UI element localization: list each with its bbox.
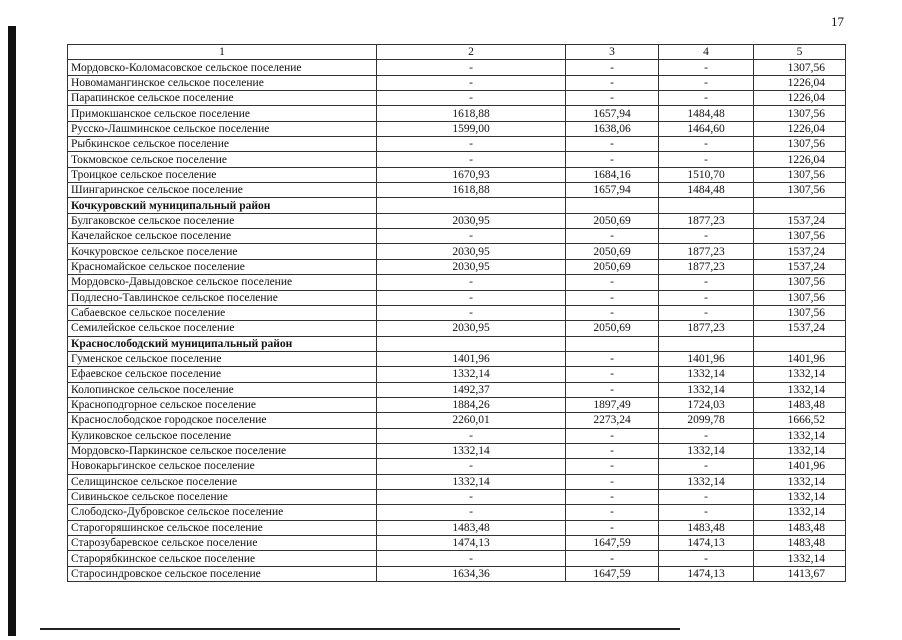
col-3-cell — [566, 198, 659, 213]
settlement-name-cell: Токмовское сельское поселение — [68, 152, 377, 167]
col-4-cell: 2099,78 — [659, 413, 754, 428]
col-2-cell: 2030,95 — [377, 244, 566, 259]
settlement-name-cell: Гуменское сельское поселение — [68, 351, 377, 366]
col-4-cell: - — [659, 137, 754, 152]
settlement-name-cell: Рыбкинское сельское поселение — [68, 137, 377, 152]
table-header-row — [68, 45, 846, 60]
col-3-cell: - — [566, 382, 659, 397]
settlement-name-cell: Куликовское сельское поселение — [68, 428, 377, 443]
col-2-cell: - — [377, 459, 566, 474]
table-row — [68, 428, 846, 443]
col-3-cell: 1647,59 — [566, 536, 659, 551]
table-row — [68, 183, 846, 198]
col-5-cell: 1483,48 — [754, 520, 846, 535]
col-2-cell: - — [377, 75, 566, 90]
col-2-cell: - — [377, 275, 566, 290]
col-2-cell: - — [377, 551, 566, 566]
table-row — [68, 259, 846, 274]
col-3-cell: - — [566, 229, 659, 244]
table-row — [68, 367, 846, 382]
col-3-cell: - — [566, 137, 659, 152]
col-3-cell: - — [566, 351, 659, 366]
col-5-cell: 1332,14 — [754, 505, 846, 520]
table-row — [68, 536, 846, 551]
col-4-cell: 1332,14 — [659, 367, 754, 382]
table-row — [68, 137, 846, 152]
col-5-cell: 1332,14 — [754, 551, 846, 566]
col-3-cell: - — [566, 91, 659, 106]
col-2-cell: - — [377, 428, 566, 443]
settlement-name-cell: Мордовско-Паркинское сельское поселение — [68, 443, 377, 458]
col-5-cell: 1307,56 — [754, 60, 846, 75]
col-3-cell: - — [566, 443, 659, 458]
col-3-cell: - — [566, 305, 659, 320]
col-3-cell: 1657,94 — [566, 106, 659, 121]
col-4-cell: - — [659, 428, 754, 443]
col-5-cell: 1332,14 — [754, 382, 846, 397]
col-5-cell — [754, 198, 846, 213]
col-4-cell: 1464,60 — [659, 121, 754, 136]
settlement-name-cell: Русско-Лашминское сельское поселение — [68, 121, 377, 136]
col-4-cell: 1484,48 — [659, 183, 754, 198]
settlement-name-cell: Краснослободское городское поселение — [68, 413, 377, 428]
col-2-cell: 1401,96 — [377, 351, 566, 366]
table-row — [68, 229, 846, 244]
col-3-cell: - — [566, 290, 659, 305]
col-4-cell: - — [659, 275, 754, 290]
col-2-cell: 1483,48 — [377, 520, 566, 535]
col-4-cell: - — [659, 551, 754, 566]
col-4-cell: 1877,23 — [659, 321, 754, 336]
col-3-cell: - — [566, 489, 659, 504]
col-4-cell: - — [659, 91, 754, 106]
col-2-cell: 1599,00 — [377, 121, 566, 136]
table-row — [68, 60, 846, 75]
col-2-cell: 1634,36 — [377, 566, 566, 581]
scan-edge-bar — [8, 26, 16, 636]
settlement-name-cell: Кочкуровское сельское поселение — [68, 244, 377, 259]
col-3-cell: - — [566, 60, 659, 75]
col-2-cell: - — [377, 290, 566, 305]
table-row — [68, 290, 846, 305]
col-5-cell: 1226,04 — [754, 91, 846, 106]
table-row — [68, 305, 846, 320]
table-row — [68, 213, 846, 228]
col-2-cell: 1332,14 — [377, 443, 566, 458]
col-3-cell: - — [566, 505, 659, 520]
table-row — [68, 152, 846, 167]
col-2-cell: 2030,95 — [377, 321, 566, 336]
table-row — [68, 489, 846, 504]
col-2-cell: 1618,88 — [377, 106, 566, 121]
settlement-name-cell: Сивиньское сельское поселение — [68, 489, 377, 504]
col-5-cell: 1332,14 — [754, 428, 846, 443]
col-5-cell: 1537,24 — [754, 213, 846, 228]
col-4-cell: 1877,23 — [659, 213, 754, 228]
col-4-cell: 1401,96 — [659, 351, 754, 366]
header-col-2: 2 — [377, 45, 566, 60]
col-3-cell: 2050,69 — [566, 259, 659, 274]
col-3-cell: - — [566, 551, 659, 566]
settlement-name-cell: Колопинское сельское поселение — [68, 382, 377, 397]
table-row — [68, 167, 846, 182]
table-row — [68, 91, 846, 106]
col-5-cell: 1226,04 — [754, 152, 846, 167]
settlement-name-cell: Селищинское сельское поселение — [68, 474, 377, 489]
col-3-cell: 1638,06 — [566, 121, 659, 136]
col-2-cell: 1670,93 — [377, 167, 566, 182]
col-4-cell: 1483,48 — [659, 520, 754, 535]
col-3-cell: - — [566, 275, 659, 290]
table-body — [68, 45, 846, 582]
col-5-cell: 1307,56 — [754, 290, 846, 305]
settlement-name-cell: Старосиндровское сельское поселение — [68, 566, 377, 581]
col-2-cell: - — [377, 60, 566, 75]
settlement-name-cell: Старогоряшинское сельское поселение — [68, 520, 377, 535]
col-5-cell: 1307,56 — [754, 106, 846, 121]
settlement-name-cell: Старорябкинское сельское поселение — [68, 551, 377, 566]
col-4-cell: - — [659, 75, 754, 90]
table-row — [68, 397, 846, 412]
table-row — [68, 505, 846, 520]
col-2-cell: - — [377, 91, 566, 106]
col-3-cell: - — [566, 367, 659, 382]
col-4-cell: - — [659, 152, 754, 167]
col-4-cell: 1510,70 — [659, 167, 754, 182]
col-2-cell: 1332,14 — [377, 367, 566, 382]
col-4-cell: 1332,14 — [659, 474, 754, 489]
col-4-cell: 1332,14 — [659, 443, 754, 458]
col-2-cell: 1474,13 — [377, 536, 566, 551]
header-col-5: 5 — [754, 45, 846, 60]
col-2-cell: - — [377, 505, 566, 520]
col-3-cell: 1684,16 — [566, 167, 659, 182]
col-4-cell: - — [659, 60, 754, 75]
col-3-cell: 1897,49 — [566, 397, 659, 412]
bottom-rule — [40, 628, 680, 630]
settlement-name-cell: Примокшанское сельское поселение — [68, 106, 377, 121]
col-4-cell: - — [659, 290, 754, 305]
col-5-cell: 1401,96 — [754, 351, 846, 366]
col-5-cell: 1307,56 — [754, 167, 846, 182]
col-4-cell: - — [659, 459, 754, 474]
col-5-cell: 1307,56 — [754, 275, 846, 290]
col-4-cell: 1484,48 — [659, 106, 754, 121]
col-5-cell — [754, 336, 846, 351]
col-3-cell: - — [566, 152, 659, 167]
col-2-cell: 2030,95 — [377, 259, 566, 274]
col-3-cell: 2050,69 — [566, 244, 659, 259]
table-row — [68, 75, 846, 90]
col-2-cell: - — [377, 152, 566, 167]
col-5-cell: 1332,14 — [754, 443, 846, 458]
settlement-name-cell: Новомамангинское сельское поселение — [68, 75, 377, 90]
table-row — [68, 520, 846, 535]
col-4-cell: 1877,23 — [659, 259, 754, 274]
col-5-cell: 1307,56 — [754, 183, 846, 198]
settlement-name-cell: Сабаевское сельское поселение — [68, 305, 377, 320]
col-5-cell: 1307,56 — [754, 229, 846, 244]
table-row — [68, 413, 846, 428]
table-row — [68, 459, 846, 474]
col-5-cell: 1483,48 — [754, 536, 846, 551]
col-3-cell: - — [566, 459, 659, 474]
col-4-cell — [659, 336, 754, 351]
section-header-row — [68, 198, 846, 213]
col-3-cell: 1647,59 — [566, 566, 659, 581]
col-5-cell: 1226,04 — [754, 75, 846, 90]
col-4-cell: 1474,13 — [659, 566, 754, 581]
settlement-name-cell: Троицкое сельское поселение — [68, 167, 377, 182]
col-2-cell: 2260,01 — [377, 413, 566, 428]
settlement-name-cell: Мордовско-Коломасовское сельское поселение — [68, 60, 377, 75]
header-col-1: 1 — [68, 45, 377, 60]
col-4-cell: 1877,23 — [659, 244, 754, 259]
col-4-cell — [659, 198, 754, 213]
tariff-table — [67, 44, 846, 582]
col-5-cell: 1483,48 — [754, 397, 846, 412]
col-2-cell — [377, 336, 566, 351]
col-4-cell: 1332,14 — [659, 382, 754, 397]
col-4-cell: - — [659, 505, 754, 520]
settlement-name-cell: Булгаковское сельское поселение — [68, 213, 377, 228]
settlement-name-cell: Слободско-Дубровское сельское поселение — [68, 505, 377, 520]
col-2-cell: - — [377, 137, 566, 152]
col-4-cell: - — [659, 489, 754, 504]
col-3-cell: - — [566, 520, 659, 535]
col-3-cell: - — [566, 428, 659, 443]
col-3-cell: 2273,24 — [566, 413, 659, 428]
col-3-cell: - — [566, 474, 659, 489]
settlement-name-cell: Краснослободский муниципальный район — [68, 336, 377, 351]
col-2-cell: 2030,95 — [377, 213, 566, 228]
col-5-cell: 1413,67 — [754, 566, 846, 581]
table-row — [68, 551, 846, 566]
col-4-cell: 1474,13 — [659, 536, 754, 551]
col-5-cell: 1307,56 — [754, 137, 846, 152]
col-3-cell — [566, 336, 659, 351]
header-col-3: 3 — [566, 45, 659, 60]
col-2-cell: 1332,14 — [377, 474, 566, 489]
table-row — [68, 382, 846, 397]
table-row — [68, 566, 846, 581]
col-2-cell: 1492,37 — [377, 382, 566, 397]
col-2-cell: - — [377, 489, 566, 504]
table-row — [68, 106, 846, 121]
settlement-name-cell: Кочкуровский муниципальный район — [68, 198, 377, 213]
settlement-name-cell: Семилейское сельское поселение — [68, 321, 377, 336]
col-5-cell: 1332,14 — [754, 489, 846, 504]
settlement-name-cell: Подлесно-Тавлинское сельское поселение — [68, 290, 377, 305]
section-header-row — [68, 336, 846, 351]
settlement-name-cell: Шингаринское сельское поселение — [68, 183, 377, 198]
col-3-cell: 1657,94 — [566, 183, 659, 198]
settlement-name-cell: Красноподгорное сельское поселение — [68, 397, 377, 412]
col-4-cell: 1724,03 — [659, 397, 754, 412]
col-4-cell: - — [659, 229, 754, 244]
header-col-4: 4 — [659, 45, 754, 60]
settlement-name-cell: Красномайское сельское поселение — [68, 259, 377, 274]
col-5-cell: 1307,56 — [754, 305, 846, 320]
table-row — [68, 474, 846, 489]
table-row — [68, 244, 846, 259]
col-5-cell: 1537,24 — [754, 321, 846, 336]
table-row — [68, 275, 846, 290]
table-row — [68, 443, 846, 458]
settlement-name-cell: Мордовско-Давыдовское сельское поселение — [68, 275, 377, 290]
col-5-cell: 1537,24 — [754, 259, 846, 274]
table-row — [68, 321, 846, 336]
page-number: 17 — [831, 14, 844, 29]
col-5-cell: 1666,52 — [754, 413, 846, 428]
col-4-cell: - — [659, 305, 754, 320]
col-3-cell: 2050,69 — [566, 213, 659, 228]
col-3-cell: - — [566, 75, 659, 90]
settlement-name-cell: Парапинское сельское поселение — [68, 91, 377, 106]
col-3-cell: 2050,69 — [566, 321, 659, 336]
col-2-cell: - — [377, 305, 566, 320]
settlement-name-cell: Новокарьгинское сельское поселение — [68, 459, 377, 474]
col-5-cell: 1226,04 — [754, 121, 846, 136]
col-2-cell: 1884,26 — [377, 397, 566, 412]
settlement-name-cell: Старозубаревское сельское поселение — [68, 536, 377, 551]
col-2-cell — [377, 198, 566, 213]
settlement-name-cell: Качелайское сельское поселение — [68, 229, 377, 244]
table-row — [68, 351, 846, 366]
table-row — [68, 121, 846, 136]
col-5-cell: 1332,14 — [754, 474, 846, 489]
settlement-name-cell: Ефаевское сельское поселение — [68, 367, 377, 382]
col-2-cell: - — [377, 229, 566, 244]
col-5-cell: 1537,24 — [754, 244, 846, 259]
col-2-cell: 1618,88 — [377, 183, 566, 198]
col-5-cell: 1332,14 — [754, 367, 846, 382]
col-5-cell: 1401,96 — [754, 459, 846, 474]
